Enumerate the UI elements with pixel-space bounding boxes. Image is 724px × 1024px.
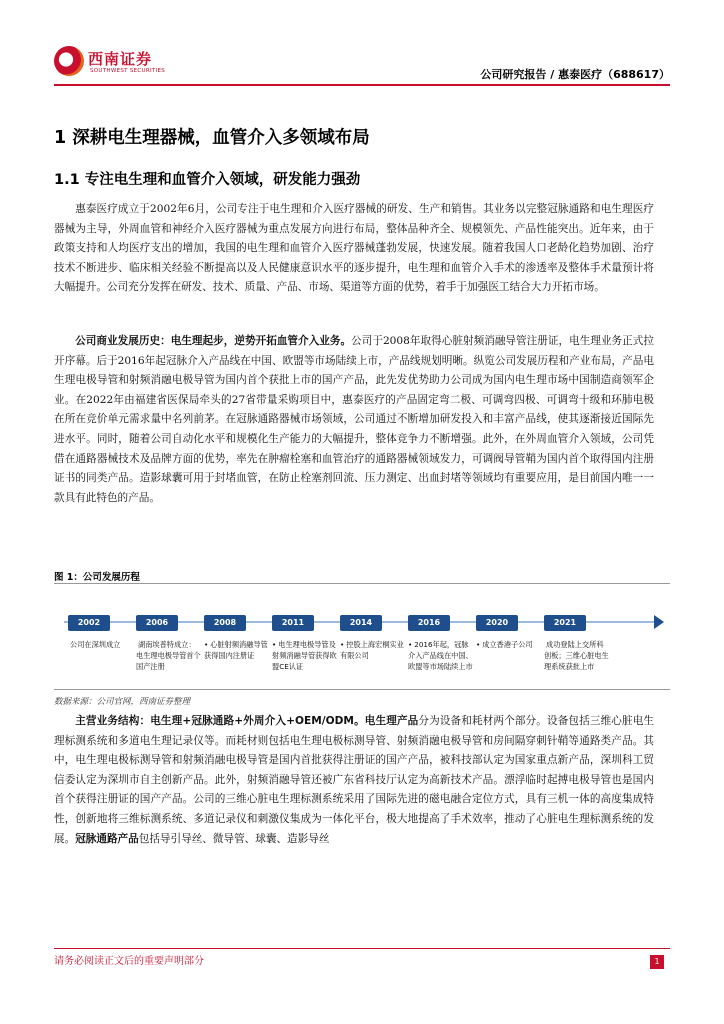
timeline-item: [272, 615, 338, 672]
report-title: 公司研究报告 / 惠泰医疗（688617）: [480, 68, 670, 81]
timeline-item: [476, 615, 542, 650]
logo-name-cn: 西南证券: [88, 50, 153, 68]
timeline-item: [68, 615, 134, 650]
figure-title: 图 1：公司发展历程: [54, 572, 140, 583]
paragraph-history: [54, 332, 654, 508]
timeline-event: • 电生理电极导管及射频消融导管获得欧盟CE认证: [272, 640, 337, 671]
figure-top-rule: [54, 583, 670, 584]
page-header: [54, 40, 670, 88]
footer-disclaimer: 请务必阅读正文后的重要声明部分: [54, 956, 204, 967]
paragraph-body: 包括导引导丝、微导管、球囊、造影导丝: [138, 832, 330, 845]
timeline-event: • 2016年起，冠脉介入产品线在中国、欧盟等市场陆续上市: [408, 640, 473, 671]
paragraph-business-structure: [54, 712, 654, 849]
timeline-year: 2021: [544, 615, 586, 631]
timeline-year: 2014: [340, 615, 382, 631]
timeline-item: [408, 615, 474, 672]
timeline-year: 2008: [204, 615, 246, 631]
timeline-item: [340, 615, 406, 661]
company-logo-icon: [54, 46, 84, 76]
timeline-item: [136, 615, 202, 672]
timeline-year: 2002: [68, 615, 110, 631]
timeline-year: 2020: [476, 615, 518, 631]
logo-name-en: SOUTHWEST SECURITIES: [90, 68, 166, 74]
timeline-event: • 控股上海宏桐实业有限公司: [340, 640, 404, 660]
figure-source: 数据来源：公司官网，西南证券整理: [54, 697, 191, 707]
timeline-event: 公司在深圳成立: [70, 640, 121, 649]
figure-bottom-rule: [54, 689, 670, 690]
timeline-event: • 成立香港子公司: [476, 640, 533, 649]
footer-divider: [54, 948, 670, 949]
paragraph-keyword: 冠脉通路产品: [75, 832, 139, 845]
timeline-arrow-icon: [654, 615, 664, 629]
header-divider: [54, 84, 670, 86]
timeline-item: [204, 615, 270, 661]
timeline-year: 2006: [136, 615, 178, 631]
timeline-item: [544, 615, 610, 672]
paragraph-lead: 主营业务结构：电生理+冠脉通路+外周介入+OEM/ODM。: [75, 715, 365, 727]
timeline-event: • 心脏射频消融导管获得国内注册证: [204, 640, 268, 660]
section-heading: 1 深耕电生理器械，血管介入多领域布局: [54, 128, 370, 148]
paragraph-body: 分为设备和耗材两个部分。设备包括三维心脏电生理标测系统和多道电生理记录仪等。而耗材则包括电生理电极标测导管、射频消融电极导管和房间隔穿刺针鞘等通路类产品。其中，电生理电极标测导管和射频消融电极导管是国内首批获得注册证的国产产品，被科技部认定为国家重点新产品，深圳科工贸信委认定为深圳市自主创新产品。此外，射频消融导管还被广东省科技厅认定为高新技术产品。漂浮临时起搏电极导管也是国内首个获得注册证的国产产品。公司的三维心脏电生理标测系统采用了国际先进的磁电融合定位方式，具有三机一体的高度集成特性，创新地将三维标测系统、多道记录仪和刺激仪集成为一体化平台，极大地提高了手术效率，推动了心脏电生理标测系统的发展。: [54, 715, 655, 845]
paragraph-body: 公司于2008年取得心脏射频消融导管注册证，电生理业务正式拉开序幕。后于2016年起冠脉介入产品线在中国、欧盟等市场陆续上市，产品线规划明晰。纵览公司发展历程和产业布局，产品电生理电极导管和射频消融电极导管为国内首个获批上市的国产产品，此先发优势助力公司成为国内电生理市场中国制造商领军企业。在2022年由福建省医保局牵头的27省带量采购项目中，惠泰医疗的产品固定弯二极、可调弯四极、可调弯十级和环肺电极在所在竞价单元需求量中名列前茅。在冠脉通路器械市场领域，公司通过不断增加研发投入和丰富产品线，使其逐渐接近国际先进水平。同时，随着公司自动化水平和规模化生产能力的大幅提升，整体竞争力不断增强。此外，在外周血管介入领域，公司凭借在通路器械技术及品牌方面的优势，率先在肿瘤栓塞和血管治疗的通路器械领域发力，可调阀导管鞘为国内首个取得国内注册证书的同类产品。造影球囊可用于封堵血管，在防止栓塞剂回流、压力测定、出血封堵等领域均有重要应用，是目前国内唯一一款具有此特色的产品。: [54, 335, 654, 504]
timeline-year: 2016: [408, 615, 450, 631]
page-number: 1: [650, 955, 664, 969]
timeline-year: 2011: [272, 615, 314, 631]
subsection-heading: 1.1 专注电生理和血管介入领域，研发能力强劲: [54, 172, 361, 188]
timeline-event: 成功登陆上交所科创板；三维心脏电生理系统获批上市: [544, 640, 609, 671]
paragraph-keyword: 电生理产品: [364, 715, 419, 727]
timeline-event: 湖南埃普特成立：电生理电极导管首个国产注册: [136, 640, 201, 671]
paragraph-company-overview: 惠泰医疗成立于2002年6月，公司专注于电生理和介入医疗器械的研发、生产和销售。其业务以完整冠脉通路和电生理医疗器械为主导，外周血管和神经介入医疗器械为重点发展方向进行布局，整体品种齐全、规模领先、产品性能突出。近年来，由于政策支持和人均医疗支出的增加，我国的电生理和血管介入医疗器械蓬勃发展，快速发展。随着我国人口老龄化趋势加剧、治疗技术不断进步、临床相关经验不断提高以及人民健康意识水平的逐步提升，电生理和血管介入手术的渗透率及整体手术量预计将大幅提升。公司充分发挥在研发、技术、质量、产品、市场、渠道等方面的优势，着手于加强医工结合大力开拓市场。: [54, 203, 654, 294]
development-timeline: [54, 606, 670, 696]
paragraph-lead: 公司商业发展历史：电生理起步，逆势开拓血管介入业务。: [75, 335, 352, 347]
